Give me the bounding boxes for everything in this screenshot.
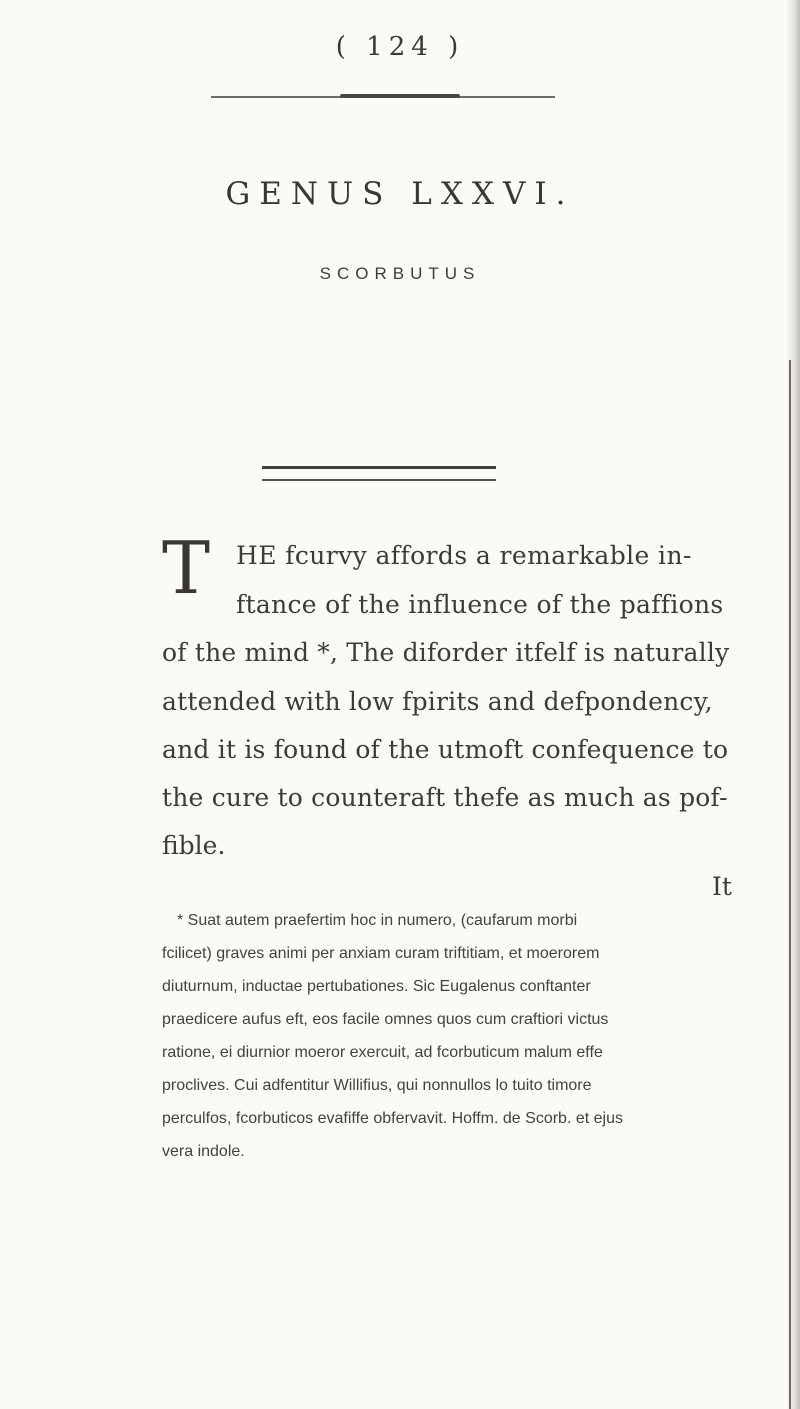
- catchword: It: [712, 872, 732, 901]
- drop-cap: T: [162, 526, 211, 610]
- body-line: attended with low fpirits and defpondency,: [162, 687, 713, 716]
- footnote-line: proclives. Cui adfentitur Willifius, qui nonnullos lo tuito timore: [162, 1077, 592, 1094]
- section-subheading: SCORBUTUS: [319, 264, 481, 283]
- footnote-line: perculfos, fcorbuticos evafiffe obfervavit. Hoffm. de Scorb. et ejus: [162, 1110, 623, 1127]
- page-number: ( 124 ): [335, 32, 465, 62]
- ornament-rule-upper: [262, 466, 496, 469]
- page-edge-line: [789, 360, 791, 1409]
- body-line: the cure to counteraft thefe as much as pof-: [162, 783, 728, 812]
- footnote-line: vera indole.: [162, 1143, 245, 1160]
- footnote-line: praedicere aufus eft, eos facile omnes quos cum craftiori victus: [162, 1011, 609, 1028]
- body-line: of the mind *, The diforder itfelf is naturally: [162, 638, 730, 667]
- body-line: HE fcurvy affords a remarkable in-: [236, 541, 692, 570]
- footnote-line: ratione, ei diurnior moeror exercuit, ad fcorbuticum malum effe: [162, 1044, 603, 1061]
- footnote-line: diuturnum, inductae pertubationes. Sic Eugalenus conftanter: [162, 978, 591, 995]
- body-line: fible.: [162, 831, 226, 860]
- body-line: ftance of the influence of the paffions: [236, 590, 724, 619]
- footnote-line: * Suat autem praefertim hoc in numero, (caufarum morbi: [177, 912, 578, 929]
- body-line: and it is found of the utmoft confequence to: [162, 735, 729, 764]
- ornament-rule-lower: [262, 479, 496, 481]
- header-rule-thick: [340, 94, 460, 98]
- footnote-line: fcilicet) graves animi per anxiam curam triftitiam, et moerorem: [162, 945, 600, 962]
- section-heading: GENUS LXXVI.: [225, 176, 575, 212]
